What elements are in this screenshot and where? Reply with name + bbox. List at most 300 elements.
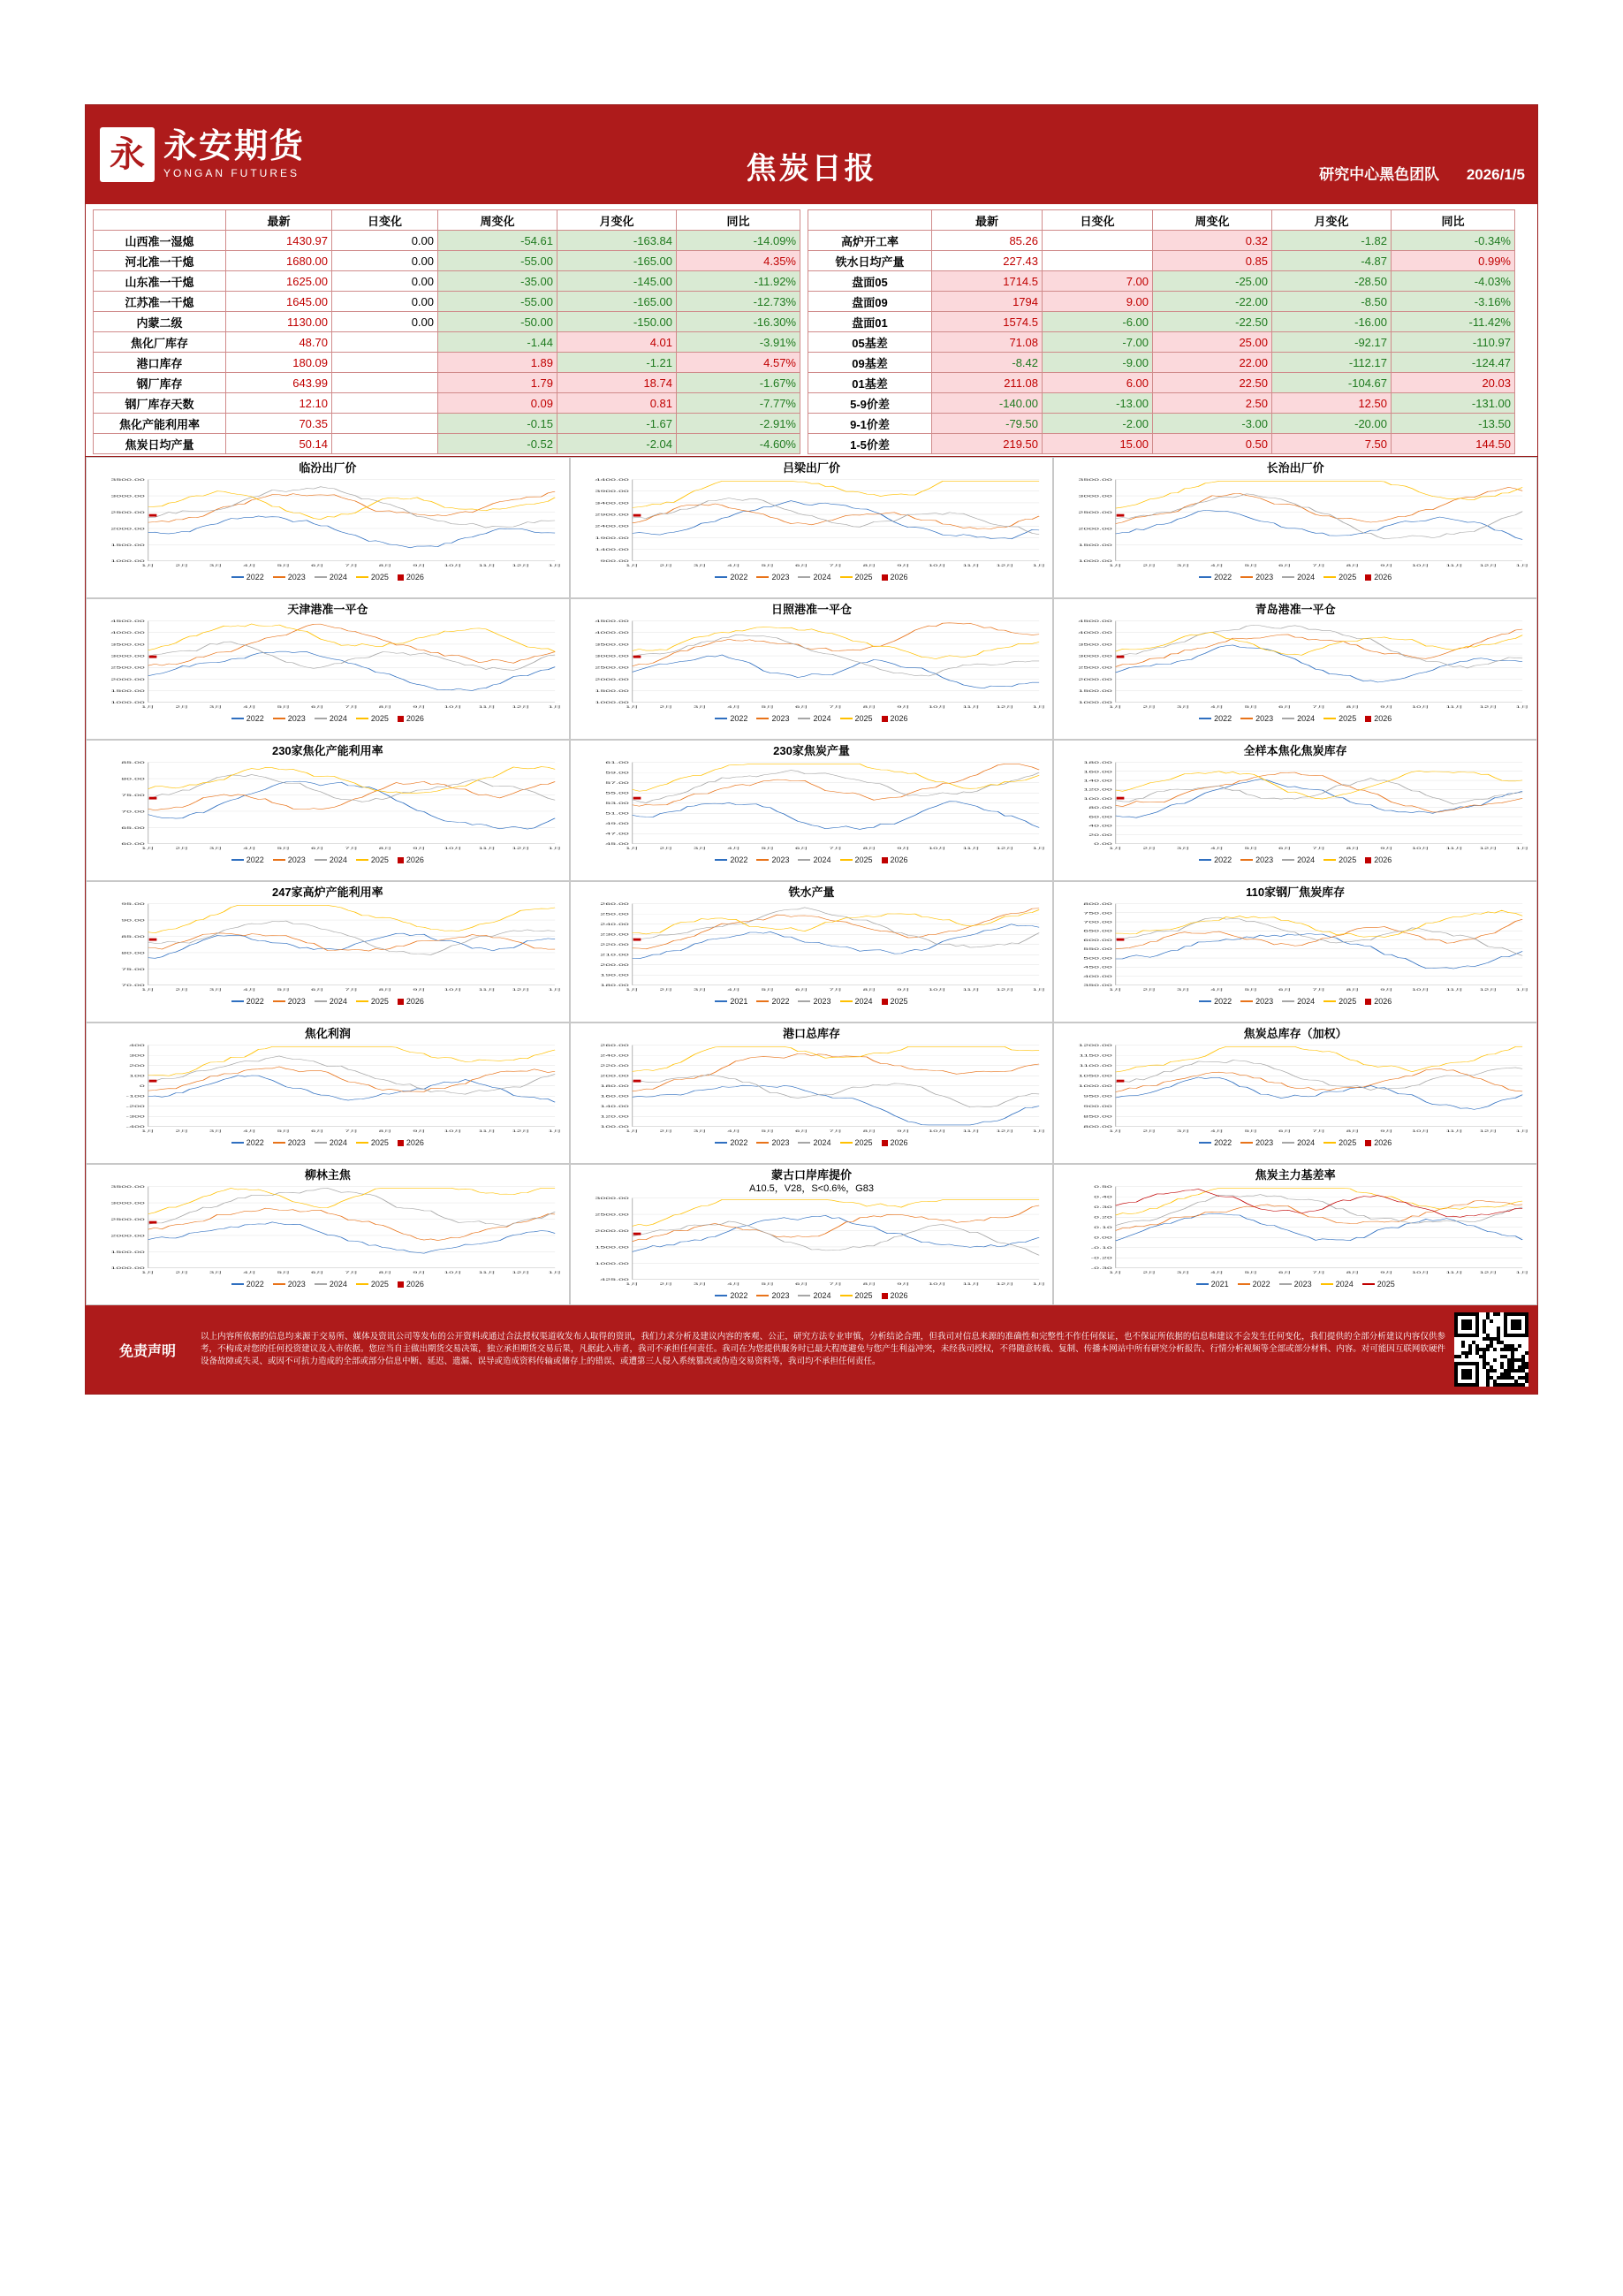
- svg-text:250.00: 250.00: [599, 912, 629, 916]
- legend-item: [1365, 1138, 1392, 1147]
- metric-value: -4.03%: [1392, 271, 1515, 292]
- svg-text:1000.00: 1000.00: [110, 559, 145, 564]
- legend-marker-icon: [1365, 574, 1371, 581]
- legend-label: 2022: [730, 1291, 748, 1301]
- svg-text:1000.00: 1000.00: [1078, 559, 1113, 564]
- metric-value: 1430.97: [226, 231, 332, 251]
- svg-text:2000.00: 2000.00: [1078, 677, 1113, 682]
- svg-text:5月: 5月: [1245, 847, 1259, 851]
- legend-line-icon: [1323, 718, 1336, 719]
- svg-text:6月: 6月: [1278, 1129, 1293, 1134]
- svg-text:4月: 4月: [726, 564, 740, 568]
- legend-label: 2026: [406, 855, 424, 865]
- svg-text:5月: 5月: [277, 1271, 291, 1275]
- row-label: 05基差: [808, 332, 932, 353]
- svg-text:5月: 5月: [277, 988, 291, 992]
- svg-text:10月: 10月: [928, 1282, 946, 1287]
- legend-label: 2022: [1214, 1138, 1232, 1148]
- legend-line-icon: [1240, 859, 1253, 861]
- metric-value: 22.00: [1153, 353, 1272, 373]
- legend-line-icon: [840, 576, 853, 578]
- legend-label: 2026: [1374, 1138, 1392, 1148]
- svg-text:6月: 6月: [310, 847, 325, 851]
- svg-text:1月: 1月: [548, 988, 562, 992]
- svg-text:51.00: 51.00: [604, 811, 629, 816]
- legend-marker-icon: [398, 1281, 404, 1288]
- legend-label: 2024: [813, 714, 831, 724]
- legend-line-icon: [315, 1000, 327, 1002]
- legend-item: [273, 1138, 306, 1147]
- svg-text:75.00: 75.00: [121, 967, 145, 972]
- svg-text:9月: 9月: [1380, 988, 1394, 992]
- svg-text:3月: 3月: [209, 1271, 223, 1275]
- svg-text:120.00: 120.00: [599, 1114, 629, 1119]
- svg-text:220.00: 220.00: [599, 942, 629, 947]
- metric-value: -16.30%: [677, 312, 800, 332]
- legend-item: [1240, 714, 1273, 723]
- svg-text:120.00: 120.00: [1083, 787, 1113, 792]
- legend-item: [398, 997, 424, 1006]
- metric-value: -13.00: [1043, 393, 1153, 414]
- chart-legend: [88, 1280, 567, 1289]
- chart-plot: [1056, 618, 1535, 713]
- metric-value: 1574.5: [932, 312, 1043, 332]
- svg-text:5月: 5月: [277, 705, 291, 710]
- svg-text:9月: 9月: [413, 1271, 427, 1275]
- logo-mark-glyph: 永: [110, 135, 145, 174]
- summary-tables: [86, 204, 1537, 456]
- legend-item: [315, 1138, 347, 1147]
- svg-text:11月: 11月: [1445, 705, 1464, 710]
- svg-text:12月: 12月: [996, 847, 1014, 851]
- svg-text:3月: 3月: [1177, 1129, 1191, 1134]
- svg-text:2月: 2月: [1142, 1129, 1157, 1134]
- chart-legend: [1056, 1138, 1535, 1147]
- legend-item: [882, 573, 908, 582]
- table-header-row: [94, 210, 800, 231]
- legend-label: 2023: [1255, 1138, 1274, 1148]
- svg-text:1500.00: 1500.00: [110, 1250, 145, 1255]
- column-header: 月变化: [1272, 210, 1392, 231]
- svg-text:2月: 2月: [1142, 1271, 1157, 1275]
- legend-label: 2022: [771, 997, 790, 1007]
- row-label: 江苏准一干熄: [94, 292, 226, 312]
- legend-item: [315, 855, 347, 864]
- svg-text:9月: 9月: [1380, 847, 1394, 851]
- svg-text:3月: 3月: [693, 847, 707, 851]
- svg-text:1月: 1月: [625, 847, 639, 851]
- chart-title: 全样本焦化焦炭库存: [1243, 744, 1347, 757]
- legend-label: 2024: [813, 855, 831, 865]
- svg-text:61.00: 61.00: [604, 760, 629, 765]
- svg-text:1月: 1月: [625, 1129, 639, 1134]
- legend-line-icon: [715, 576, 727, 578]
- svg-text:85.00: 85.00: [121, 760, 145, 765]
- legend-label: 2023: [771, 1291, 790, 1301]
- legend-label: 2022: [730, 855, 748, 865]
- table-row: [94, 271, 800, 292]
- legend-label: 2025: [1377, 1280, 1395, 1289]
- legend-label: 2022: [1252, 1280, 1270, 1289]
- svg-text:1月: 1月: [141, 988, 155, 992]
- svg-text:8月: 8月: [862, 847, 876, 851]
- svg-text:2500.00: 2500.00: [595, 665, 629, 670]
- metric-value: -79.50: [932, 414, 1043, 434]
- svg-text:1月: 1月: [1515, 1129, 1529, 1134]
- svg-text:240.00: 240.00: [599, 1053, 629, 1058]
- svg-text:2月: 2月: [175, 564, 189, 568]
- legend-item: [756, 714, 789, 723]
- svg-text:3500.00: 3500.00: [595, 642, 629, 647]
- metric-value: -3.91%: [677, 332, 800, 353]
- legend-label: 2025: [1339, 714, 1357, 724]
- svg-text:1000.00: 1000.00: [1078, 700, 1113, 705]
- legend-item: [1282, 1138, 1315, 1147]
- legend-label: 2025: [854, 573, 873, 582]
- legend-label: 2025: [854, 714, 873, 724]
- legend-label: 2024: [813, 573, 831, 582]
- svg-text:1月: 1月: [1515, 847, 1529, 851]
- svg-text:260.00: 260.00: [599, 1043, 629, 1048]
- legend-item: [715, 1291, 747, 1300]
- chart-card: [86, 1023, 570, 1164]
- metric-value: 1130.00: [226, 312, 332, 332]
- chart-plot: [573, 1195, 1051, 1290]
- svg-text:2000.00: 2000.00: [595, 677, 629, 682]
- svg-text:7月: 7月: [829, 1129, 843, 1134]
- legend-line-icon: [1282, 1000, 1294, 1002]
- legend-line-icon: [356, 1000, 368, 1002]
- legend-marker-icon: [882, 716, 888, 722]
- svg-text:3000.00: 3000.00: [110, 654, 145, 658]
- chart-title: 铁水产量: [788, 886, 835, 899]
- metric-value: 211.08: [932, 373, 1043, 393]
- svg-text:3月: 3月: [693, 988, 707, 992]
- metric-value: -124.47: [1392, 353, 1515, 373]
- metric-value: [332, 353, 438, 373]
- metric-value: 12.10: [226, 393, 332, 414]
- legend-label: 2026: [890, 573, 908, 582]
- legend-item: [356, 997, 389, 1006]
- svg-text:10月: 10月: [928, 705, 946, 710]
- svg-text:3500.00: 3500.00: [110, 1184, 145, 1190]
- column-header: 日变化: [332, 210, 438, 231]
- legend-line-icon: [356, 1283, 368, 1285]
- svg-text:85.00: 85.00: [121, 934, 145, 939]
- svg-text:8月: 8月: [862, 705, 876, 710]
- report-header: [86, 105, 1537, 204]
- svg-text:4月: 4月: [243, 988, 257, 992]
- chart-title: 230家焦化产能利用率: [271, 744, 383, 757]
- svg-text:1月: 1月: [141, 1271, 155, 1275]
- legend-label: 2025: [854, 1291, 873, 1301]
- legend-label: 2023: [287, 714, 306, 724]
- svg-text:450.00: 450.00: [1083, 965, 1113, 969]
- svg-text:7月: 7月: [1312, 1129, 1326, 1134]
- svg-text:8月: 8月: [378, 705, 392, 710]
- metric-value: 0.32: [1153, 231, 1272, 251]
- table-row: [94, 353, 800, 373]
- legend-label: 2023: [1255, 573, 1274, 582]
- column-header: 日变化: [1043, 210, 1153, 231]
- legend-marker-icon: [882, 999, 888, 1005]
- svg-text:2月: 2月: [659, 988, 673, 992]
- metric-value: -110.97: [1392, 332, 1515, 353]
- table-row: [94, 251, 800, 271]
- svg-text:40.00: 40.00: [1088, 824, 1113, 828]
- legend-line-icon: [315, 859, 327, 861]
- metric-value: -12.73%: [677, 292, 800, 312]
- chart-legend: [573, 1291, 1051, 1300]
- table-row: [94, 414, 800, 434]
- svg-text:4月: 4月: [243, 705, 257, 710]
- svg-text:-100: -100: [125, 1094, 145, 1099]
- report-sheet: [85, 104, 1538, 1395]
- metric-value: -11.92%: [677, 271, 800, 292]
- metric-value: -13.50: [1392, 414, 1515, 434]
- legend-item: [356, 714, 389, 723]
- legend-item: [1240, 855, 1273, 864]
- svg-text:5月: 5月: [1245, 988, 1259, 992]
- svg-text:11月: 11月: [962, 1129, 980, 1134]
- metric-value: -35.00: [438, 271, 557, 292]
- legend-label: 2023: [287, 997, 306, 1007]
- table-header-row: [808, 210, 1515, 231]
- chart-legend: [1056, 855, 1535, 864]
- legend-label: 2022: [1214, 997, 1232, 1007]
- svg-text:8月: 8月: [378, 847, 392, 851]
- svg-text:10月: 10月: [444, 705, 463, 710]
- legend-label: 2025: [370, 1280, 389, 1289]
- svg-text:10月: 10月: [444, 847, 463, 851]
- legend-item: [356, 573, 389, 582]
- legend-item: [315, 714, 347, 723]
- legend-line-icon: [1282, 576, 1294, 578]
- header-meta: [1319, 162, 1525, 184]
- svg-text:1500.00: 1500.00: [110, 688, 145, 694]
- legend-label: 2022: [1214, 714, 1232, 724]
- svg-text:-200: -200: [125, 1104, 145, 1109]
- legend-item: [715, 855, 747, 864]
- svg-text:1500.00: 1500.00: [110, 543, 145, 548]
- svg-text:10月: 10月: [928, 847, 946, 851]
- legend-item: [273, 855, 306, 864]
- metric-value: 1645.00: [226, 292, 332, 312]
- legend-item: [756, 573, 789, 582]
- svg-text:7月: 7月: [829, 1282, 843, 1287]
- svg-text:1500.00: 1500.00: [595, 1245, 629, 1250]
- chart-plot: [573, 618, 1051, 713]
- svg-text:1月: 1月: [1032, 564, 1046, 568]
- svg-text:2400.00: 2400.00: [595, 524, 629, 528]
- svg-text:1月: 1月: [548, 564, 562, 568]
- svg-text:750.00: 750.00: [1083, 911, 1113, 916]
- svg-text:2月: 2月: [175, 1271, 189, 1275]
- legend-label: 2022: [1214, 855, 1232, 865]
- legend-line-icon: [1238, 1283, 1250, 1285]
- legend-label: 2023: [771, 573, 790, 582]
- svg-text:1月: 1月: [625, 988, 639, 992]
- svg-text:3000.00: 3000.00: [110, 494, 145, 498]
- metric-value: -55.00: [438, 292, 557, 312]
- legend-label: 2026: [406, 1138, 424, 1148]
- legend-item: [1240, 573, 1273, 582]
- legend-label: 2022: [246, 1138, 264, 1148]
- svg-text:9月: 9月: [1380, 1271, 1394, 1275]
- legend-line-icon: [798, 1000, 810, 1002]
- svg-text:0.30: 0.30: [1094, 1205, 1113, 1210]
- svg-text:1500.00: 1500.00: [595, 688, 629, 694]
- chart-title: 港口总库存: [782, 1027, 840, 1040]
- legend-line-icon: [756, 718, 769, 719]
- metric-value: 0.99%: [1392, 251, 1515, 271]
- svg-text:7月: 7月: [1312, 1271, 1326, 1275]
- legend-label: 2024: [813, 1291, 831, 1301]
- svg-text:-400: -400: [125, 1124, 145, 1129]
- chart-plot: [88, 759, 567, 855]
- svg-text:11月: 11月: [962, 1282, 980, 1287]
- chart-plot: [1056, 1183, 1535, 1279]
- legend-label: 2024: [329, 1138, 347, 1148]
- metric-value: 70.35: [226, 414, 332, 434]
- svg-text:7月: 7月: [1312, 847, 1326, 851]
- metric-value: -0.52: [438, 434, 557, 454]
- svg-text:260.00: 260.00: [599, 901, 629, 907]
- svg-text:2月: 2月: [659, 1282, 673, 1287]
- svg-text:3月: 3月: [209, 564, 223, 568]
- svg-text:5月: 5月: [761, 705, 775, 710]
- svg-text:2000.00: 2000.00: [110, 677, 145, 682]
- svg-text:8月: 8月: [378, 988, 392, 992]
- legend-item: [882, 714, 908, 723]
- svg-text:1月: 1月: [1109, 705, 1123, 710]
- metric-value: 0.50: [1153, 434, 1272, 454]
- column-header: [94, 210, 226, 231]
- svg-text:500.00: 500.00: [1083, 956, 1113, 961]
- legend-item: [398, 855, 424, 864]
- legend-item: [715, 714, 747, 723]
- svg-text:70.00: 70.00: [121, 983, 145, 988]
- metric-value: -14.09%: [677, 231, 800, 251]
- legend-item: [840, 573, 873, 582]
- legend-marker-icon: [1365, 857, 1371, 863]
- svg-text:4000.00: 4000.00: [595, 631, 629, 635]
- legend-label: 2026: [1374, 714, 1392, 724]
- metric-value: -0.15: [438, 414, 557, 434]
- svg-text:9月: 9月: [413, 847, 427, 851]
- table-row: [808, 251, 1515, 271]
- svg-text:3月: 3月: [693, 1282, 707, 1287]
- row-label: 河北准一干熄: [94, 251, 226, 271]
- chart-title: 230家焦炭产量: [773, 744, 850, 757]
- svg-text:7月: 7月: [829, 847, 843, 851]
- legend-item: [1323, 997, 1356, 1006]
- metric-value: -22.00: [1153, 292, 1272, 312]
- legend-line-icon: [1199, 859, 1211, 861]
- svg-text:1月: 1月: [1032, 988, 1046, 992]
- svg-text:5月: 5月: [1245, 564, 1259, 568]
- svg-text:12月: 12月: [996, 1129, 1014, 1134]
- svg-text:4500.00: 4500.00: [595, 619, 629, 624]
- svg-text:1月: 1月: [141, 705, 155, 710]
- legend-line-icon: [1321, 1283, 1333, 1285]
- legend-item: [882, 1291, 908, 1300]
- chart-title: 焦炭主力基差率: [1255, 1168, 1336, 1182]
- chart-title: 临汾出厂价: [299, 461, 357, 475]
- legend-item: [315, 997, 347, 1006]
- svg-text:3500.00: 3500.00: [1078, 642, 1113, 647]
- disclaimer-text: 以上内容所依据的信息均来源于交易所、媒体及资讯公司等发布的公开资料或通过合法授权渠道收发布人取得的资讯，我们力求分析及建议内容的客观、公正，研究方法专业审慎，分析结论合理，但我司对信息来源的准确性和完整性不作任何保证，也不保证所依据的信息和建议不会发生任何变化，我们提供的全部分析建议内容仅供参考，不构成对您的任何投资建议及入市依据。您应当自主做出期货交易决策，独立承担期货交易后果，凡据此入市者，我司不承担任何责任。我司在为您提供服务时已最大程度避免与您产生利益冲突，未经我司授权，不得随意转载、复制、传播本网站中所有研究分析报告、行情分析视频等全部或部分材料、内容。对可能因互联网软硬件设备故障或失灵、或因不可抗力造成的全部或部分信息中断、延迟、遗漏、误导或造成资料传输或储存上的错误、或遭第三人侵入系统篡改或伪造交易资料等，我司均不承担任何责任。: [201, 1331, 1445, 1367]
- legend-marker-icon: [1365, 1140, 1371, 1146]
- svg-text:180.00: 180.00: [599, 983, 629, 988]
- svg-text:12月: 12月: [996, 1282, 1014, 1287]
- table-row: [94, 434, 800, 454]
- legend-item: [231, 573, 264, 582]
- svg-text:3400.00: 3400.00: [595, 501, 629, 506]
- metric-value: -7.00: [1043, 332, 1153, 353]
- svg-text:3000.00: 3000.00: [1078, 494, 1113, 498]
- metric-value: -3.00: [1153, 414, 1272, 434]
- svg-text:75.00: 75.00: [121, 793, 145, 798]
- legend-line-icon: [315, 1142, 327, 1144]
- legend-line-icon: [1323, 576, 1336, 578]
- svg-text:2500.00: 2500.00: [110, 1217, 145, 1222]
- svg-text:6月: 6月: [794, 564, 808, 568]
- svg-text:70.00: 70.00: [121, 810, 145, 814]
- svg-text:11月: 11月: [478, 1271, 497, 1275]
- svg-text:200: 200: [129, 1063, 145, 1068]
- legend-label: 2026: [406, 573, 424, 582]
- svg-text:11月: 11月: [1445, 1129, 1464, 1134]
- metric-value: -2.04: [557, 434, 677, 454]
- legend-line-icon: [1199, 576, 1211, 578]
- chart-card: [1053, 598, 1537, 740]
- svg-text:1月: 1月: [625, 1282, 639, 1287]
- table-row: [808, 332, 1515, 353]
- svg-text:160.00: 160.00: [1083, 770, 1113, 774]
- svg-text:2月: 2月: [659, 564, 673, 568]
- legend-marker-icon: [882, 1293, 888, 1299]
- metric-value: -112.17: [1272, 353, 1392, 373]
- logo-chinese-name: 永安期货: [163, 128, 306, 166]
- legend-item: [231, 1280, 264, 1289]
- svg-text:8月: 8月: [862, 564, 876, 568]
- chart-legend: [1056, 714, 1535, 723]
- chart-title: 247家高炉产能利用率: [271, 886, 383, 899]
- legend-label: 2023: [1255, 997, 1274, 1007]
- svg-text:6月: 6月: [794, 988, 808, 992]
- svg-text:-0.20: -0.20: [1090, 1256, 1113, 1260]
- column-header: 月变化: [557, 210, 677, 231]
- chart-plot: [88, 476, 567, 572]
- svg-text:65.00: 65.00: [121, 825, 145, 831]
- chart-legend: [88, 714, 567, 723]
- svg-text:10月: 10月: [1412, 988, 1430, 992]
- svg-text:0.20: 0.20: [1094, 1215, 1113, 1220]
- metric-value: 0.00: [332, 271, 438, 292]
- legend-item: [231, 997, 264, 1006]
- metric-value: -1.44: [438, 332, 557, 353]
- svg-text:9月: 9月: [1380, 705, 1394, 710]
- legend-label: 2023: [771, 855, 790, 865]
- svg-text:12月: 12月: [512, 847, 530, 851]
- svg-text:2000.00: 2000.00: [110, 1234, 145, 1238]
- svg-text:7月: 7月: [345, 1129, 359, 1134]
- metric-value: 2.50: [1153, 393, 1272, 414]
- metric-value: 1714.5: [932, 271, 1043, 292]
- table-row: [808, 373, 1515, 393]
- metric-value: -8.42: [932, 353, 1043, 373]
